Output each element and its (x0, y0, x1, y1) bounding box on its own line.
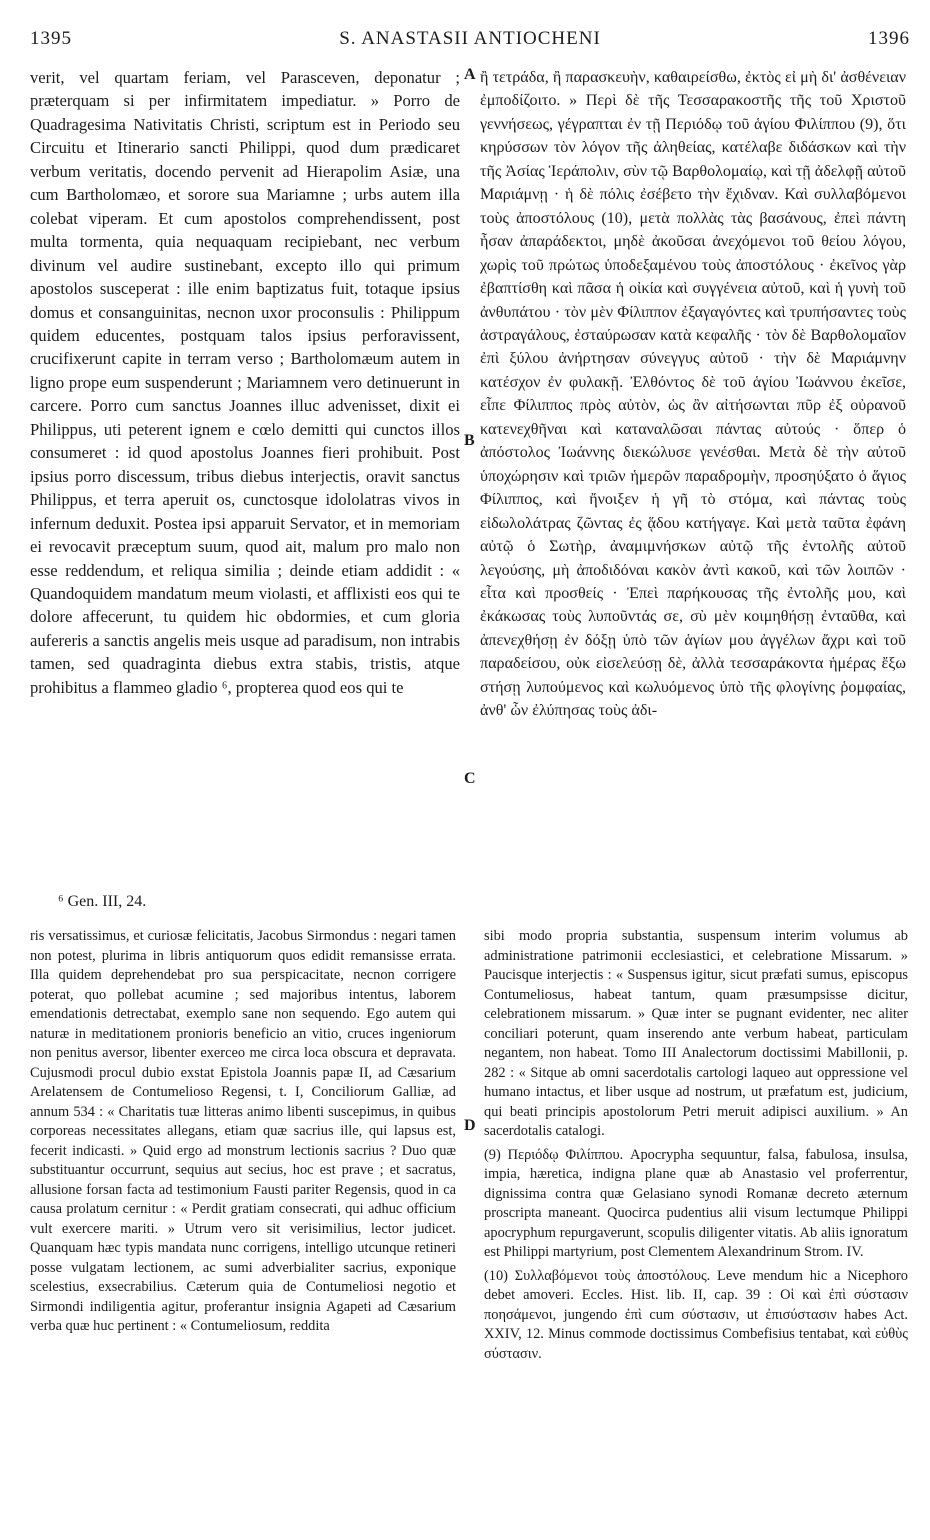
greek-paragraph: ἢ τετράδα, ἢ παρασκευὴν, καθαιρείσθω, ἐκτὸς εἰ μὴ δι' ἀσθένειαν ἐμποδίζοιτο. » Περὶ δὲ τῆς Τεσσαρακοστῆς τῆς τοῦ Χριστοῦ γεννήσεως, γέγραπται ἐν τῇ Περιόδῳ τοῦ ἁγίου Φιλίππου (9), ὅτι κηρύσσων τὸν λόγον τῆς ἀληθείας, κατέλαβε διδάσκων καὶ τὴν τῆς Ἀσίας Ἱεράπολιν, σὺν τῷ Βαρθολομαίῳ, καὶ τῇ ἀδελφῇ αὐτοῦ Μαριάμνῃ · ἡ δὲ πόλις ἐσέβετο τὴν ἔχιδναν. Καὶ συλλαβόμενοι τοὺς ἀποστόλους (10), μετὰ πολλὰς τὰς βασάνους, ἐπεὶ πάντη ἦσαν ἀπαράδεκτοι, μηδὲ ἀκοῦσαι ἀνεχόμενοι τοῦ θείου λόγου, χωρὶς τοῦ πρώτως ὑποδεξαμένου τοὺς ἀποστόλους · ἐκεῖνος γὰρ ἐβαπτίσθη καὶ πᾶσα ἡ οἰκία καὶ συγγένεια αὐτοῦ, καὶ ἡ γυνὴ τοῦ ἀνθυπάτου · τὸν μὲν Φίλιππον ἐξαγαγόντες καὶ τρυπήσαντες τοὺς ἀστραγάλους, ἐσταύρωσαν κατὰ κεφαλῆς · τὸν δὲ Βαρθολομαῖον ἐπὶ ξύλου ἀνήρτησαν σύνεγγυς αὐτοῦ · τὴν δὲ Μαριάμνην κατέσχον ἐν φυλακῇ. Ἐλθόντος δὲ τοῦ ἁγίου Ἰωάννου ἐκεῖσε, εἶπε Φίλιππος πρὸς αὐτὸν, ὡς ἂν αἰτήσωνται πῦρ ἐξ οὐρανοῦ κατενεχθῆναι καὶ καταναλῶσαι πάντας αὐτούς · ὅπερ ὁ ἀπόστολος Ἰωάννης διεκώλυσε γενέσθαι. Μετὰ δὲ τὴν αὐτοῦ ὑποχώρησιν καὶ τριῶν ἡμερῶν παραδρομὴν, προσηύξατο ὁ ἅγιος Φίλιππος, καὶ ἤνοιξεν ἡ γῆ τὸ στόμα, καὶ πάντας τοὺς εἰδωλολάτρας ζῶντας ἐς ᾅδου κατήγαγε. Καὶ μετὰ ταῦτα ἐφάνη αὐτῷ ὁ Σωτὴρ, ἀναμιμνήσκων αὐτῷ τῆς ἐντολῆς αὐτοῦ λεγούσης, μὴ ἀποδιδόναι κακὸν ἀντὶ κακοῦ, καὶ τῶν λοιπῶν · εἶτα καὶ προσθείς · Ἐπεὶ παρήκουσας τῆς ἐντολῆς μου, καὶ ἐκάκωσας τοὺς λυποῦντάς σε, σὺ μὲν κοιμηθήσῃ ἐνταῦθα, καὶ ἀπενεχθήσῃ ἐν δόξῃ ὑπὸ τῶν ἁγίων μου ἀγγέλων ἄχρι καὶ τοῦ παραδείσου, οὐκ εἰσελεύσῃ δὲ, ἀλλὰ τεσσαράκοντα ἡμέρας ἔξω στήσῃ λυπούμενος καὶ κωλυόμενος ὑπὸ τῆς φλογίνης ῥομφαίας, ἀνθ' ὧν ἐλύπησας τοὺς ἀδι- (480, 69, 906, 720)
latin-paragraph: verit, vel quartam feriam, vel Parasceven, deponatur ; præterquam si per infirmitatem impediatur. » Porro de Quadragesima Nativitatis Christi, scriptum est in Periodo seu Circuitu et Itinerario sancti Philippi, quod dum prædicaret verbum veritatis, docendo pervenit ad Hierapolim Asiæ, una cum Bartholomæo, et sorore sua Mariamne ; urbs autem illa colebat viperam. Et cum apostolos comprehendissent, post multa tormenta, quia nequaquam recipiebant, nec verbum divinum vel audire sustinebant, excepto illo qui primum apostolos susceperat : ille enim baptizatus fuit, totaque ipsius domus et consanguinitas, necnon uxor proconsulis : Philippum quidem educentes, postquam talos ipsius perforavissent, crucifixerunt capite in terram verso ; Bartholomæum autem in ligno prope eum suspenderunt ; Mariamnem vero detinuerunt in carcere. Porro cum sanctus Joannes illuc advenisset, dixit ei Philippus, uti peterent ignem e cœlo demitti qui cunctos illos consumeret : id quod apostolus Joannes fieri prohibuit. Post ipsius porro discessum, tribus diebus interjectis, oravit sanctus Philippus, et terra aperuit os, cunctosque idololatras vivos in infernum deduxit. Postea ipsi apparuit Servator, et in memoriam ei revocavit præceptum suum, quod ait, malum pro malo non esse reddendum, et reliqua similia ; deinde etiam addidit : « Quandoquidem mandatum meum violasti, et afflixisti eos qui te dolore affecerunt, tu quidem hic obdormies, et cum gloria aufereris a sanctis angelis meis usque ad paradisum, non intrabis tamen, sed quadraginta diebus extra stabis, tristis, atque prohibitus a flammeo gladio ⁶, propterea quod eos qui te (30, 68, 460, 697)
running-header (30, 28, 910, 60)
scripture-footnote: ⁶ Gen. III, 24. (58, 893, 147, 910)
section-marker-d: D (464, 1117, 476, 1134)
notes-column-right (484, 927, 908, 1368)
running-title: S. ANASTASII ANTIOCHENI (339, 28, 601, 49)
note-10: (10) Συλλαβόμενοι τοὺς ἀποστόλους. Leve mendum hic a Nicephoro debet amoveri. Eccles. Hist. lib. II, cap. 39 : Οἱ καὶ ἐπὶ σύστασιν ποησάμενοι, jungendo ἐπὶ cum σύστασιν, ut ἐπισύστασιν habes Act. XXIV, 12. Minus commode doctissimus Combefisius tentabat, καὶ εὐθὺς σύστασιν. (484, 1267, 908, 1362)
greek-text-column (480, 66, 906, 723)
section-marker-a: A (464, 66, 476, 83)
page-number-right: 1396 (868, 28, 910, 49)
note-text: ris versatissimus, et curiosæ felicitatis, Jacobus Sirmondus : negari tamen non potest, plurima in libris antiquorum quos edidit remansisse errata. Illa quidem deprehendebat pro sua perspicacitate, necnon corrigere poterat, quo pollebat acumine ; sed majoribus intentus, laborem emendationis detrectabat, exemplo sane non sequendo. Ego autem qui naturæ in meditationem pronioris beneficio an vitio, cruces ingeniorum non penitus aversor, libenter exerceo me circa loca obscura et depravata. Cujusmodi procul dubio exstat Epistola Joannis papæ II, ad Cæsarium Arelatensem de Contumelioso Regensi, t. I, Conciliorum Galliæ, ad annum 534 : « Charitatis tuæ litteras animo libenti suscepimus, in quibus corporeas necessitates allegans, etiam quæ sacrius ille, qui lapsus est, fecerit indicasti. » Quid ergo ad monstrum lectionis sacrius ? Duo quæ substituantur occurrunt, sequius aut secius, hoc est prave ; et sacratus, allusione forsan facta ad testimonium Fausti pariter Regensis, quod in ca causa prolatum cernitur : « Perdit gratiam consecrati, qui adhuc officium vult exercere mariti. » Utrum vero sit verisimilius, lector judicet. Quanquam hæc typis mandata nunc corrigens, intelligo utcunque retineri posse vulgatam lectionem, ac sumi adverbialiter sacrius, exponique scelestius, exsecrabilius. Cæterum quia de Contumeliosi negotio et Sirmondi indiligentia agitur, proferantur insignia Agapeti ad Cæsarium verba quæ huc pertinent : « Contumeliosum, reddita (30, 928, 456, 1334)
latin-text-column (30, 66, 460, 699)
note-9: (9) Περιόδῳ Φιλίππου. Apocrypha sequuntur, falsa, fabulosa, insulsa, impia, hæretica, indigna plane quæ ab Anastasio vel proferrentur, dignissima contra quæ Gelasiano synodi Romanæ decreto æternum proscripta maneant. Quocirca pudentius alii visum lectumque Philippi apocryphum repurgaverunt, scopulis diligenter vitatis. Ab aliis ignoratum est Philippi martyrium, post Clementem Alexandrinum Strom. IV. (484, 1146, 908, 1260)
page-number-left: 1395 (30, 28, 72, 49)
section-marker-c: C (464, 770, 476, 787)
section-marker-b: B (464, 432, 475, 449)
notes-column-left (30, 927, 456, 1337)
note-continuation: sibi modo propria substantia, suspensum interim volumus ab administratione patrimonii ecclesiastici, et celebratione Missarum. » Paucisque interjectis : « Suspensus igitur, sicut præfati sumus, episcopus Contumeliosus, habeat tantum, quam præsumpsisse dicitur, celebrationem missarum. » Quæ inter se pugnant evidenter, nec aliter conciliari poterunt, quam inserendo ante verbum habeat, particulam negantem, non habeat. Tomo III Analectorum doctissimi Mabillonii, p. 282 : « Sitque ab omni sacerdotalis cartologi laqueo aut oppressione vel humano intactus, et liber usque ad nostrum, ut præfatum est, judicium, qui beati principis apostolorum Petri meruit adipisci auxilium. » An sacerdotalis catalogi. (484, 928, 908, 1139)
